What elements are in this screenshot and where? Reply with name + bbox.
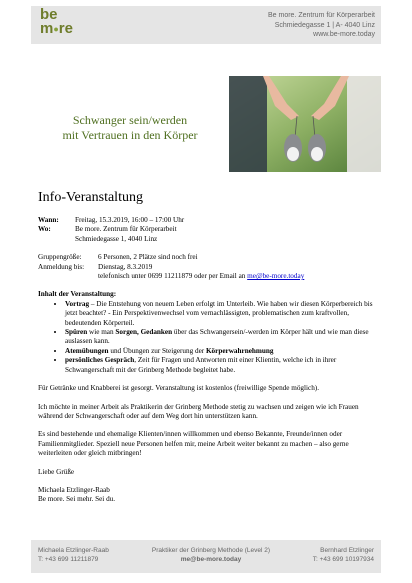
- content-heading: Inhalt der Veranstaltung:: [38, 290, 117, 299]
- header-address: [268, 11, 375, 40]
- footer-left: [38, 546, 109, 564]
- logo-dot: ●: [53, 24, 59, 34]
- content-list: [38, 300, 381, 375]
- be-more-logo: [40, 8, 73, 36]
- header-address-line: Schmiedegasse 1 | A- 4040 Linz: [274, 21, 375, 29]
- signature-tagline: Be more. Sei mehr. Sei du.: [38, 495, 116, 504]
- when-value: Freitag, 15.3.2019, 16:00 – 17:00 Uhr: [75, 216, 185, 224]
- hero-title-line: Schwanger sein/werden: [72, 113, 188, 127]
- paragraph: Für Getränke und Knabberei ist gesorgt. Veranstaltung ist kostenlos (freiwillige Spende möglich).: [38, 384, 319, 393]
- footer-center-title: Praktiker der Grinberg Methode (Level 2): [151, 547, 271, 554]
- when-row: [38, 216, 381, 225]
- registration-label: Anmeldung bis:: [38, 262, 85, 271]
- where-value-line: Schmiedegasse 1, 4040 Linz: [75, 234, 158, 243]
- footer-right-phone: T: +43 699 10197934: [312, 556, 374, 563]
- document-body: [38, 216, 381, 505]
- hero-photo-baby-shoes: [229, 76, 381, 172]
- registration-value: [98, 263, 304, 282]
- page-heading: Info-Veranstaltung: [38, 190, 143, 205]
- footer-right-name: Bernhard Etzlinger: [320, 547, 374, 554]
- list-item: • persönliches Gespräch, Zeit für Fragen und Antworten mit einer Klientin, welche ich in ihrer Schwangerschaft mit der Grinberg Methode begleitet habe.: [65, 356, 381, 375]
- logo-line-2: [40, 22, 73, 36]
- footer-center: [131, 546, 291, 564]
- paragraph: Es sind bestehende und ehemalige Klienten/innen willkommen und ebenso Bekannte, Freunde/innen oder Familienmitglieder. Speziell neue Personen helfen mir, meine Arbeit weiter bekannt zu machen – also gerne weiterleiten oder gleich mitbringen!: [38, 430, 349, 458]
- logo-re: re: [58, 20, 73, 37]
- signature-name: Michaela Etzlinger-Raab: [38, 485, 110, 494]
- footer-left-name: Michaela Etzlinger-Raab: [38, 547, 109, 554]
- paragraph: Ich möchte in meiner Arbeit als Praktikerin der Grinberg Methode stetig zu wachsen und zeigen wie ich Frauen während der Schwangerschaft oder auf dem Weg dort hin unterstützen kann.: [38, 402, 359, 420]
- logo-line-1: be: [40, 6, 58, 23]
- where-value-line: Be more. Zentrum für Körperarbeit: [75, 225, 177, 234]
- header-bar: [31, 6, 381, 44]
- when-label: Wann:: [38, 216, 59, 224]
- footer-bar: [31, 540, 381, 573]
- registration-date: Dienstag, 8.3.2019: [98, 262, 153, 271]
- group-size-value: 6 Personen, 2 Plätze sind noch frei: [98, 253, 198, 262]
- email-link[interactable]: me@be-more.today: [247, 272, 305, 281]
- footer-right: [313, 546, 374, 564]
- where-label: Wo:: [38, 225, 51, 234]
- header-address-line: Be more. Zentrum für Körperarbeit: [268, 12, 375, 19]
- list-item: • Spüren wie man Sorgen, Gedanken über das Schwangersein/-werden im Körper hält und wie man diese auslassen kann.: [65, 328, 381, 347]
- registration-row: [38, 263, 381, 282]
- list-item: • Vortrag – Die Entstehung von neuem Leben erfolgt im Unterleib. Wie haben wir diesen Körperbereich bis jetzt beachtet? - Ein Perspektivenwechsel vom vernachlässigten, problematischen zum kraftvollen, bedeutenden Körperteil.: [65, 300, 381, 328]
- greeting: Liebe Grüße: [38, 467, 75, 476]
- header-website: www.be-more.today: [313, 31, 375, 38]
- footer-left-phone: T: +43 699 11211879: [38, 556, 99, 563]
- logo-m: m: [40, 20, 54, 37]
- group-size-label: Gruppengröße:: [38, 253, 82, 262]
- footer-email[interactable]: me@be-more.today: [180, 556, 242, 563]
- list-item: • Atemübungen und Übungen zur Steigerung der Körperwahrnehmung: [65, 347, 381, 356]
- registration-contact: telefonisch unter 0699 11211879 oder per Email an: [98, 272, 246, 281]
- where-row: [38, 225, 381, 244]
- hero-title: [50, 113, 210, 143]
- group-size-row: [38, 253, 381, 262]
- where-value: [75, 225, 177, 244]
- hero-title-line: mit Vertrauen in den Körper: [62, 128, 198, 142]
